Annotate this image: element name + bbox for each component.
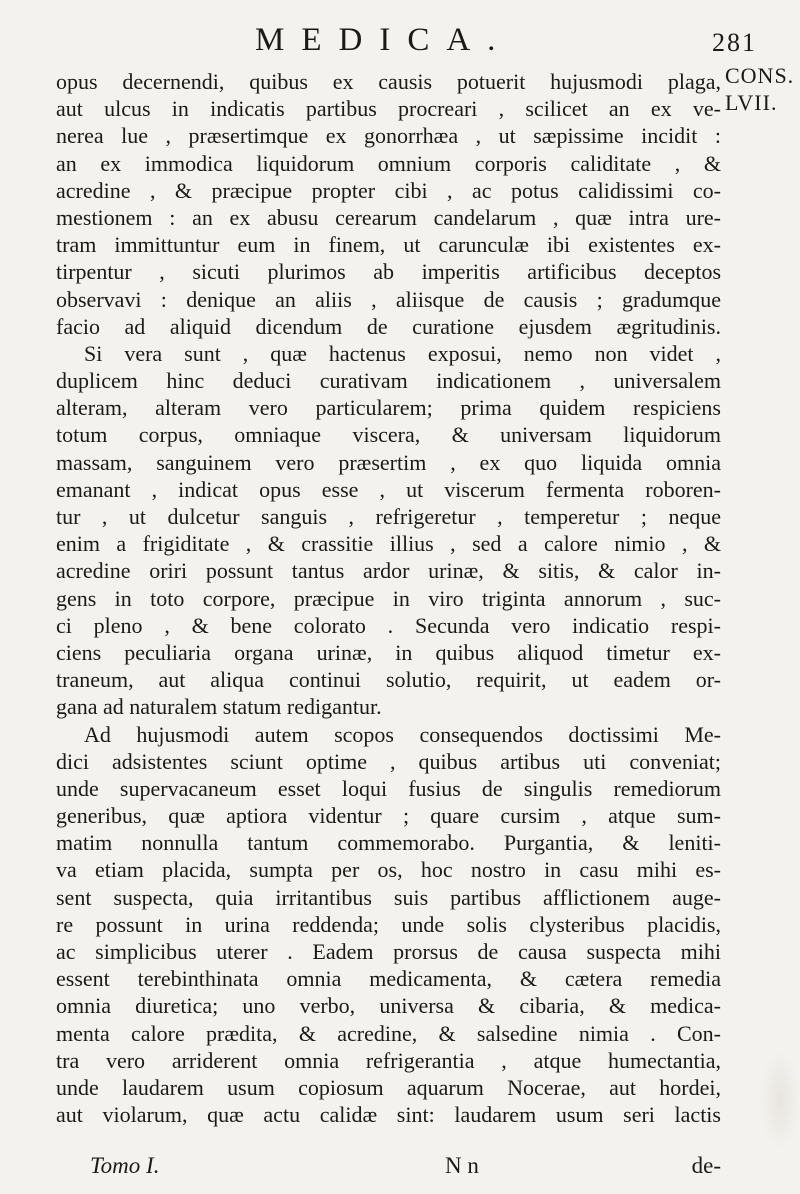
volume-signature: Tomo I. (90, 1153, 160, 1178)
text-line: nerea lue , præsertimque ex gonorrhæa , ut sæpissime incidit : (56, 123, 721, 149)
text-line: enim a frigiditate , & crassitie illius , sed a calore nimio , & (56, 531, 721, 557)
page-number: 281 (712, 28, 757, 57)
text-line: essent terebinthinata omnia medicamenta, & cætera remedia (56, 966, 721, 992)
text-line: facio ad aliquid dicendum de curatione ejusdem ægritudinis. (56, 313, 721, 339)
gathering-signature: N n (445, 1153, 479, 1178)
text-line: traneum, aut aliqua continui solutio, requirit, ut eadem or- (56, 667, 721, 693)
text-line: aut violarum, quæ actu calidæ sint: laudarem usum seri lactis (56, 1102, 721, 1128)
text-line: re possunt in urina reddenda; unde solis clysteribus placidis, (56, 911, 721, 937)
text-line: Si vera sunt , quæ hactenus exposui, nemo non videt , (84, 340, 721, 366)
margin-note-line: CONS. (725, 63, 795, 88)
text-line: tra vero arriderent omnia refrigerantia , atque humectantia, (56, 1047, 721, 1073)
text-line: sent suspecta, quia irritantibus suis partibus afflictionem auge- (56, 884, 721, 910)
catchword: de- (691, 1153, 721, 1178)
text-line: Ad hujusmodi autem scopos consequendos doctissimi Me- (84, 721, 721, 747)
text-line: aut ulcus in indicatis partibus procreari , scilicet an ex ve- (56, 96, 721, 122)
body-text (56, 68, 721, 1128)
page-footer (90, 1151, 721, 1181)
text-line: opus decernendi, quibus ex causis potuerit hujusmodi plaga, (56, 69, 721, 94)
text-line: emanant , indicat opus esse , ut viscerum fermenta roboren- (56, 476, 721, 502)
text-line: totum corpus, omniaque viscera, & universam liquidorum (56, 422, 721, 448)
running-title: MEDICA. (255, 22, 513, 58)
text-line: omnia diuretica; uno verbo, universa & cibaria, & medica- (56, 993, 721, 1019)
text-line: va etiam placida, sumpta per os, hoc nostro in casu mihi es- (56, 857, 721, 883)
text-line: duplicem hinc deduci curativam indicationem , universalem (56, 368, 721, 394)
text-line: gens in toto corpore, præcipue in viro triginta annorum , suc- (56, 585, 721, 611)
page-header (0, 22, 800, 62)
text-line: gana ad naturalem statum redigantur. (56, 694, 382, 720)
text-line: menta calore prædita, & acredine, & salsedine nimia . Con- (56, 1020, 721, 1046)
text-line: generibus, quæ aptiora videntur ; quare cursim , atque sum- (56, 803, 721, 829)
text-line: ci pleno , & bene colorato . Secunda vero indicatio respi- (56, 612, 721, 638)
text-line: tirpentur , sicuti plurimos ab imperitis artificibus deceptos (56, 259, 721, 285)
text-line: mestionem : an ex abusu cerearum candelarum , quæ intra ure- (56, 204, 721, 230)
text-line: alteram, alteram vero particularem; prima quidem respiciens (56, 395, 721, 421)
text-line: massam, sanguinem vero præsertim , ex quo liquida omnia (56, 449, 721, 475)
margin-note-line: LVII. (725, 90, 778, 115)
text-line: dici adsistentes sciunt optime , quibus artibus uti conveniat; (56, 748, 721, 774)
text-line: unde laudarem usum copiosum aquarum Nocerae, aut hordei, (56, 1074, 721, 1100)
text-line: matim nonnulla tantum commemorabo. Purgantia, & leniti- (56, 830, 721, 856)
margin-note (725, 62, 800, 116)
text-line: ciens peculiaria organa urinæ, in quibus aliquod timetur ex- (56, 639, 721, 665)
text-line: observavi : denique an aliis , aliisque de causis ; gradumque (56, 286, 721, 312)
text-line: acredine , & præcipue propter cibi , ac potus calidissimi co- (56, 177, 721, 203)
paper-stain (760, 1050, 800, 1150)
text-line: an ex immodica liquidorum omnium corporis caliditate , & (56, 150, 721, 176)
text-line: acredine oriri possunt tantus ardor urinæ, & sitis, & calor in- (56, 558, 721, 584)
text-line: tur , ut dulcetur sanguis , refrigeretur , temperetur ; neque (56, 504, 721, 529)
text-line: tram immittuntur eum in finem, ut carunculæ ibi existentes ex- (56, 232, 721, 258)
text-line: ac simplicibus uterer . Eadem prorsus de causa suspecta mihi (56, 939, 721, 964)
text-line: unde supervacaneum esset loqui fusius de singulis remediorum (56, 775, 721, 801)
